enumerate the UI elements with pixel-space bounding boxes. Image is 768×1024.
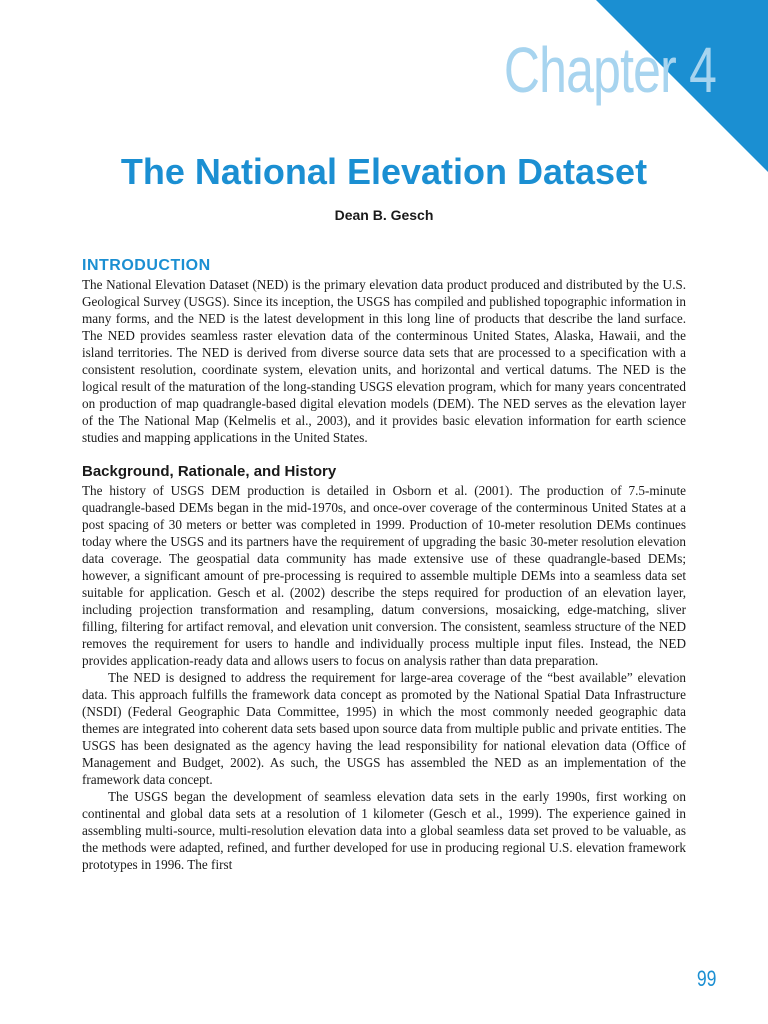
author-name: Dean B. Gesch (334, 207, 434, 223)
page-title: The National Elevation Dataset (120, 151, 648, 192)
background-heading: Background, Rationale, and History (82, 463, 337, 480)
background-paragraph-2: The NED is designed to address the requirement for large-area coverage of the “best available” elevation data. This approach fulfills the framework data concept as promoted by the National Spatial Data Infrastructure (NSDI) (Federal Geographic Data Committee, 1995) in which the most commonly needed geographic data themes are integrated into coherent data sets based upon source data from multiple public and private entities. The USGS has been designated as the agency having the lead responsibility for national elevation data (Office of Management and Budget, 2002). As such, the USGS has assembled the NED as an implementation of the framework data concept. (82, 670, 686, 787)
introduction-heading: INTRODUCTION (82, 257, 211, 274)
introduction-paragraph: The National Elevation Dataset (NED) is the primary elevation data product produced and distributed by the U.S. Geological Survey (USGS). Since its inception, the USGS has compiled and published topographic information in many forms, and the NED is the latest development in this long line of products that describe the land surface. The NED provides seamless raster elevation data of the conterminous United States, Alaska, Hawaii, and the island territories. The NED is derived from diverse source data sets that are processed to a specification with a consistent resolution, coordinate system, elevation units, and horizontal and vertical datums. The NED is the logical result of the maturation of the long-standing USGS elevation program, which for many years concentrated on production of map quadrangle-based digital elevation models (DEM). The NED serves as the elevation layer of the The National Map (Kelmelis et al., 2003), and it provides basic elevation information for earth science studies and mapping applications in the United States. (82, 277, 686, 445)
article-body (82, 256, 686, 873)
page-number: 99 (696, 966, 716, 991)
background-paragraph-1: The history of USGS DEM production is detailed in Osborn et al. (2001). The production of 7.5-minute quadrangle-based DEMs began in the mid-1970s, and once-over coverage of the conterminous United States at a post spacing of 30 meters or better was completed in 1999. Production of 10-meter resolution DEMs continues today where the USGS and its partners have the requirement of upgrading the basic 30-meter resolution elevation data coverage. The geospatial data community has made extensive use of these quadrangle-based DEMs; however, a significant amount of pre-processing is required to assemble multiple DEMs into a seamless data set suitable for application. Gesch et al. (2002) describe the steps required for production of an elevation layer, including projection transformation and resampling, datum conversions, mosaicking, edge-matching, sliver filling, filtering for artifact removal, and elevation unit conversion. The consistent, seamless structure of the NED removes the requirement for users to handle and individually process multiple input files. Instead, the NED provides application-ready data and allows users to focus on analysis rather than data preparation. (82, 483, 686, 668)
chapter-label: Chapter 4 (503, 34, 716, 106)
background-paragraph-3: The USGS began the development of seamless elevation data sets in the early 1990s, first working on continental and global data sets at a resolution of 1 kilometer (Gesch et al., 1999). The experience gained in assembling multi-source, multi-resolution elevation data into a global seamless data set proved to be valuable, as the methods were adapted, refined, and further developed for use in producing regional U.S. elevation framework prototypes in 1996. The first (82, 789, 686, 872)
